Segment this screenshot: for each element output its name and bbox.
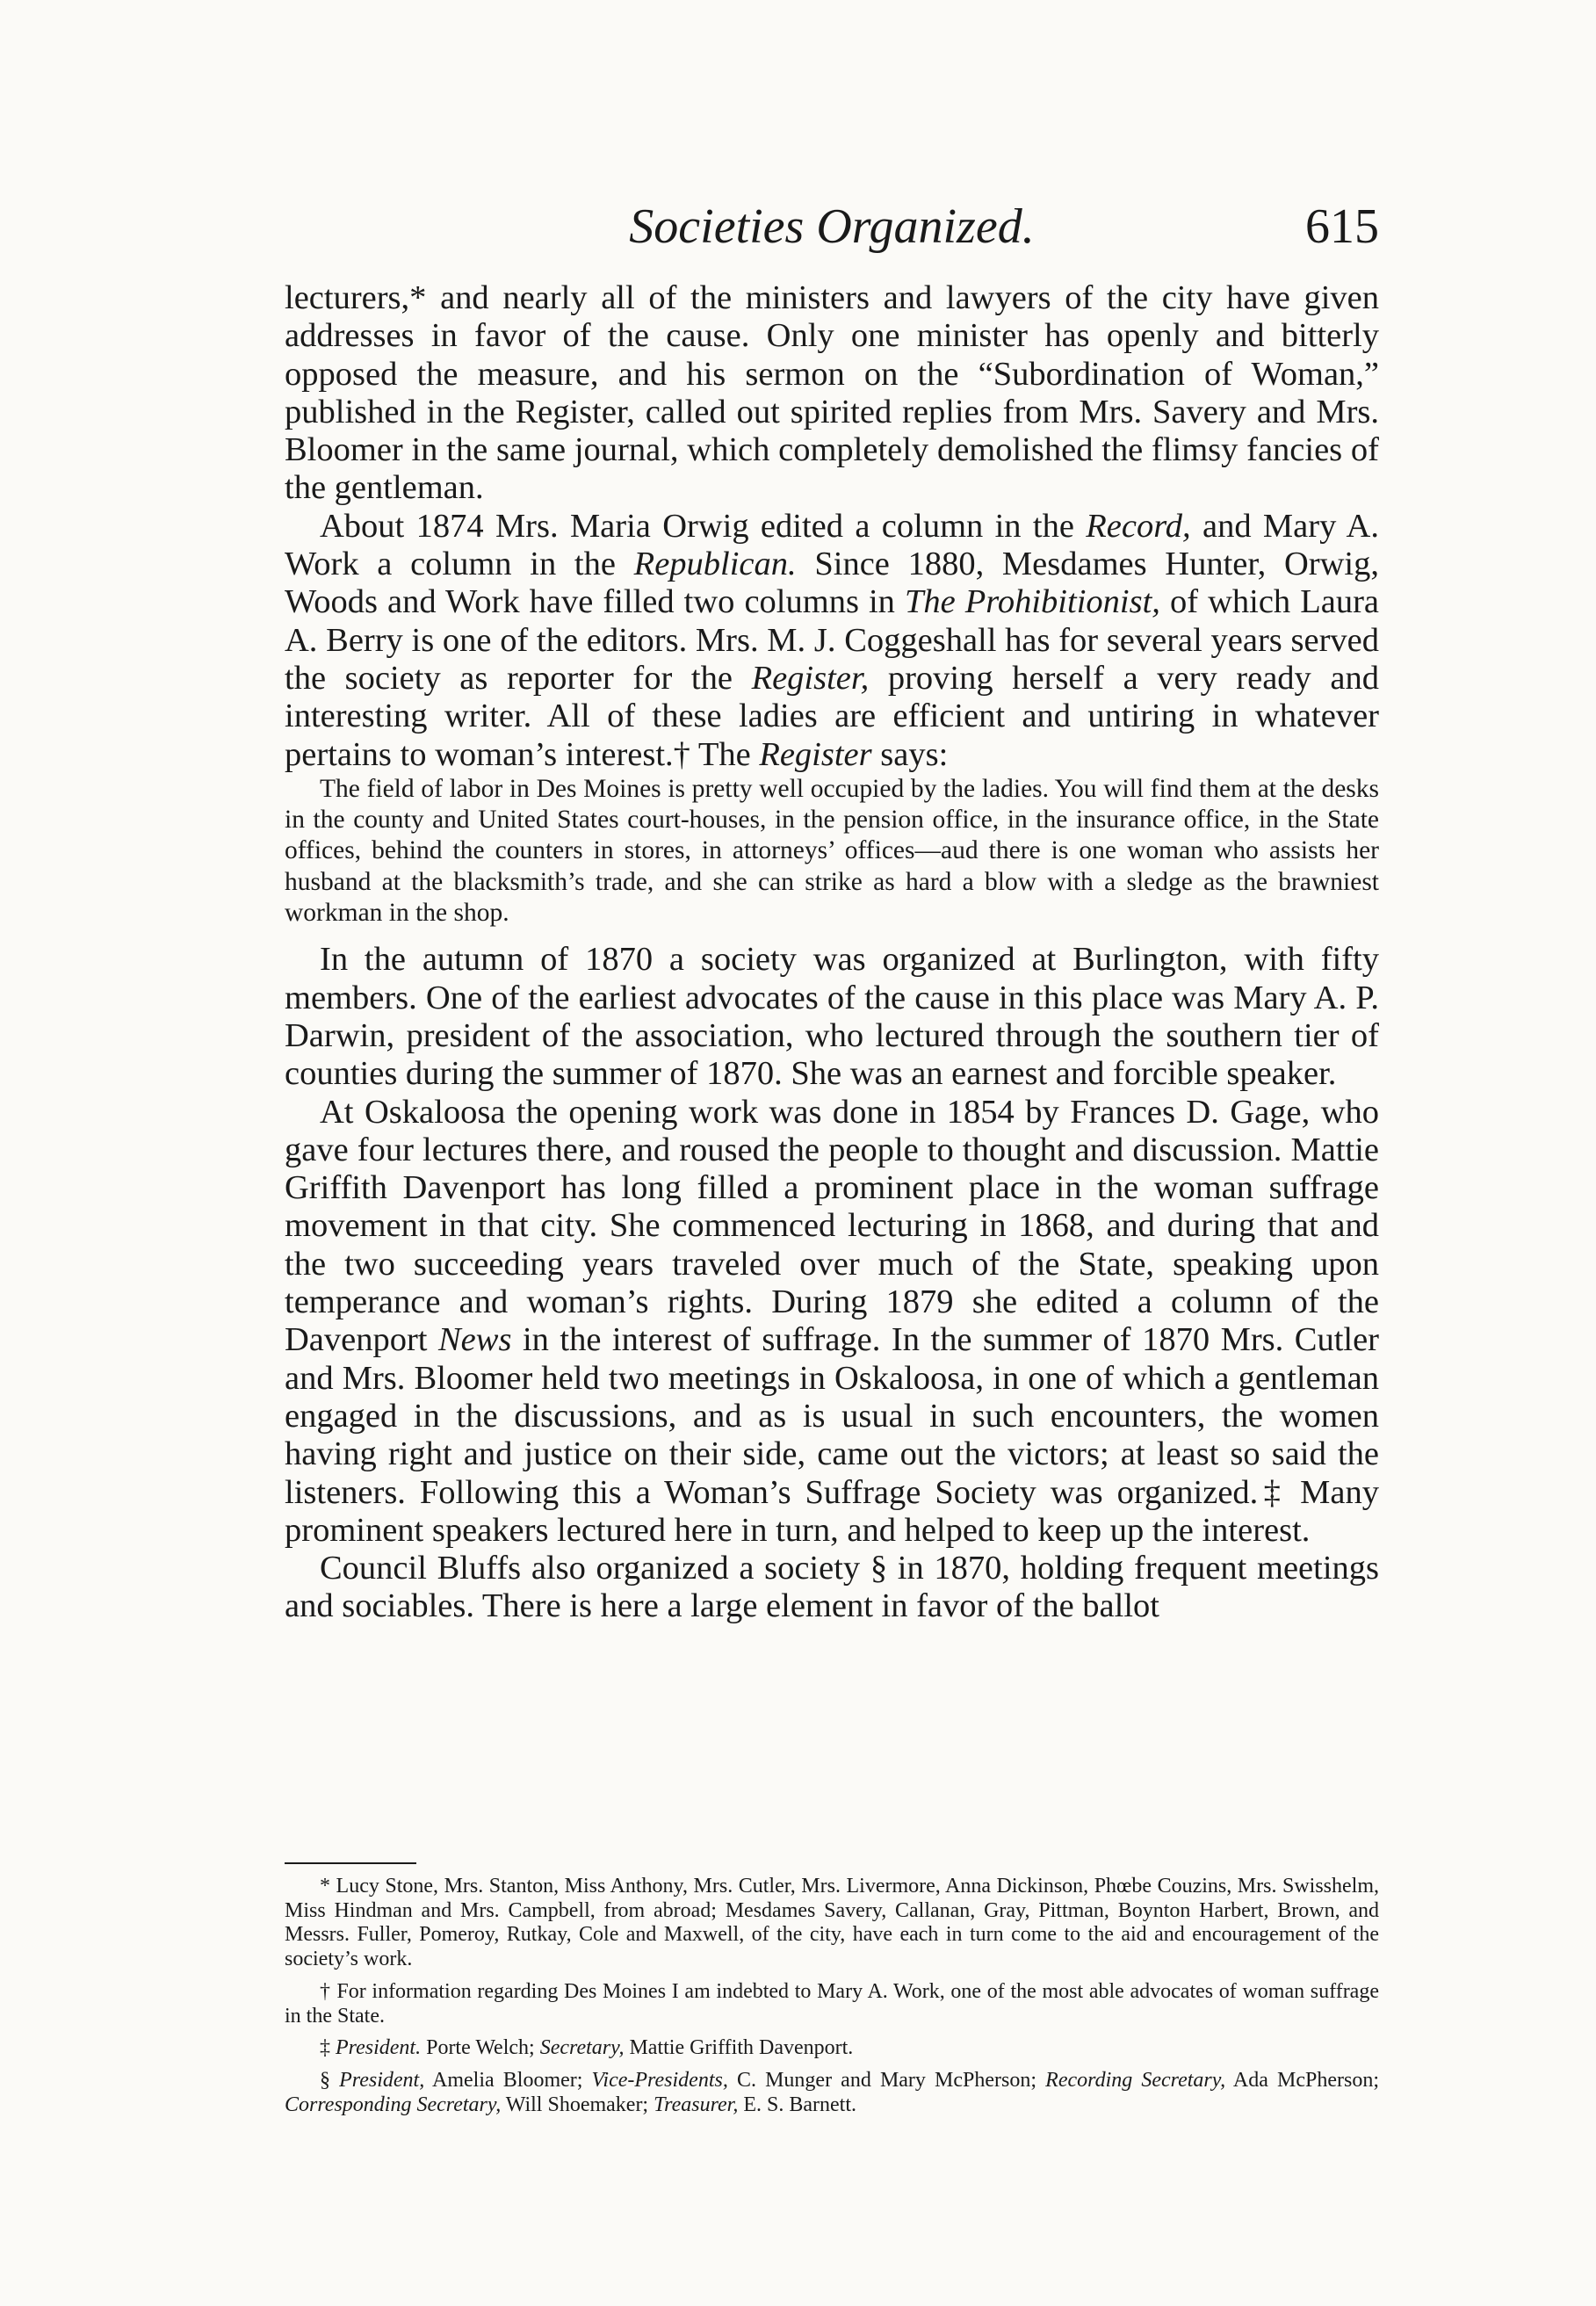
office-holder: Porte Welch; — [421, 2036, 540, 2060]
paragraph-oskaloosa — [285, 1094, 1379, 1551]
paragraph-columns — [285, 508, 1379, 774]
footnote-mark: ‡ — [320, 2036, 336, 2060]
paragraph-lecturers: lecturers,* and nearly all of the ministers and lawyers of the city have given addresses in favor of the cause. Only one minister has openly and bitterly opposed the measure, and his sermon on the “Subordination of Woman,” published in the Register, called out spirited replies from Mrs. Savery and Mrs. Bloomer in the same journal, which completely demolished the flimsy fancies of the gentleman. — [285, 279, 1379, 507]
office-holder: Amelia Bloomer; — [424, 2068, 592, 2092]
footnote-divider — [285, 1862, 416, 1864]
text-run: Since 1880, Mesdames Hunter, Orwig, Woods and Work have filled two columns in — [285, 546, 1379, 621]
office-label: Corresponding Secretary, — [285, 2093, 502, 2116]
newspaper-title-register: Register — [759, 735, 872, 773]
newspaper-title-prohibitionist: The Prohibitionist, — [904, 583, 1160, 621]
text-run: of which Laura A. Berry is one of the editors. Mrs. M. J. Coggeshall has for several years served the society as reporter for the — [285, 583, 1379, 697]
body-text — [285, 279, 1379, 1626]
office-label: Secretary, — [539, 2036, 625, 2060]
paragraph-burlington: In the autumn of 1870 a society was organized at Burlington, with fifty members. One of the earliest advocates of the cause in this place was Mary A. P. Darwin, president of the association, who lectured through the southern tier of counties during the summer of 1870. She was an earnest and forcible speaker. — [285, 941, 1379, 1093]
office-holder: Ada McPherson; — [1225, 2068, 1379, 2092]
office-holder: Mattie Griffith Davenport. — [624, 2036, 854, 2060]
newspaper-title-republican: Republican. — [633, 546, 797, 583]
text-run: At Oskaloosa the opening work was done in 1854 by Frances D. Gage, who gave four lectures there, and roused the people to thought and discussion. Mattie Griffith Davenport has long filled a prominent place in the woman suffrage movement in that city. She commenced lecturing in 1868, and during that and the two succeeding years traveled over much of the State, speaking upon temperance and woman’s rights. During 1879 she edited a column of the Davenport — [285, 1093, 1379, 1359]
text-run: in the interest of suffrage. In the summer of 1870 Mrs. Cutler and Mrs. Bloomer held two meetings in Oskaloosa, in one of which a gentleman engaged in the discussions, and as is usual in such encounters, the women having right and justice on their side, came out the victors; at least so said the listeners. Following this a Woman’s Suffrage Society was organized.‡ Many prominent speakers lectured here in turn, and helped to keep up the interest. — [285, 1321, 1379, 1549]
office-label: Vice-Presidents, — [591, 2068, 728, 2092]
text-run: says: — [871, 735, 949, 773]
newspaper-title-register: Register, — [751, 659, 870, 697]
office-label: President. — [336, 2036, 422, 2060]
office-label: President, — [339, 2068, 425, 2092]
footnote-section — [285, 2069, 1379, 2117]
newspaper-title-record: Record, — [1086, 507, 1191, 545]
text-run: About 1874 Mrs. Maria Orwig edited a column in the — [320, 507, 1087, 545]
running-title: Societies Organized. — [629, 199, 1035, 254]
footnotes — [285, 1875, 1379, 2125]
footnote-mark: § — [320, 2068, 340, 2092]
office-holder: E. S. Barnett. — [738, 2093, 857, 2116]
running-head — [285, 195, 1379, 258]
page-number: 615 — [1305, 199, 1379, 254]
newspaper-title-news: News — [438, 1321, 512, 1359]
text-run: and Mary A. Work a column in the — [285, 507, 1379, 583]
paragraph-council-bluffs: Council Bluffs also organized a society § in 1870, holding frequent meetings and sociables. There is here a large element in favor of the ballot — [285, 1550, 1379, 1625]
footnote-dagger: † For information regarding Des Moines I am indebted to Mary A. Work, one of the most able advocates of woman suffrage in the State. — [285, 1979, 1379, 2028]
office-label: Treasurer, — [654, 2093, 739, 2116]
footnote-asterisk: * Lucy Stone, Mrs. Stanton, Miss Anthony, Mrs. Cutler, Mrs. Livermore, Anna Dickinson, Phœbe Couzins, Mrs. Swisshelm, Miss Hindman and Mrs. Campbell, from abroad; Mesdames Savery, Callanan, Gray, Pittman, Boynton Harbert, Brown, and Messrs. Fuller, Pomeroy, Rutkay, Cole and Maxwell, of the city, have each in turn come to the aid and encouragement of the society’s work. — [285, 1875, 1379, 1971]
office-holder: C. Munger and Mary McPherson; — [727, 2068, 1046, 2092]
text-run: proving herself a very ready and interesting writer. All of these ladies are efficient and untiring in whatever pertains to woman’s interest.† The — [285, 659, 1379, 773]
footnote-double-dagger — [285, 2036, 1379, 2061]
office-label: Recording Secretary, — [1045, 2068, 1226, 2092]
office-holder: Will Shoemaker; — [501, 2093, 654, 2116]
block-quote: The field of labor in Des Moines is pretty well occupied by the ladies. You will find them at the desks in the county and United States court-houses, in the pension office, in the insurance office, in the State offices, behind the counters in stores, in attorneys’ offices—aud there is one woman who assists her husband at the blacksmith’s trade, and she can strike as hard a blow with a sledge as the brawniest workman in the shop. — [285, 774, 1379, 928]
